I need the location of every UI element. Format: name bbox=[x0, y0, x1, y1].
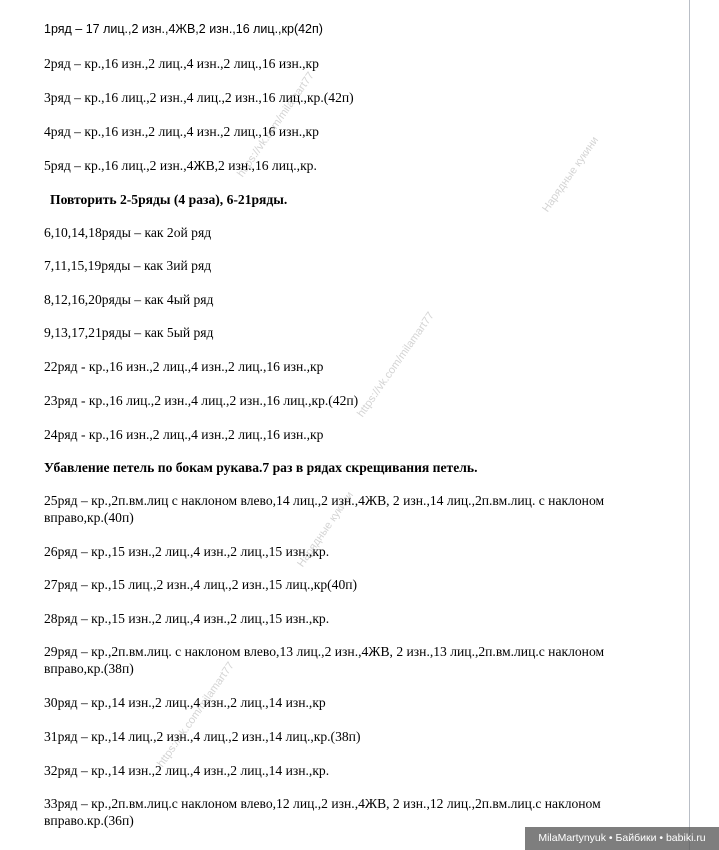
credit-watermark: MilaMartynyuk • Байбики • babiki.ru bbox=[525, 827, 719, 850]
pattern-row-24: 24ряд - кр.,16 изн.,2 лиц.,4 изн.,2 лиц.,16 изн.,кр bbox=[44, 427, 324, 442]
pattern-row-25: 25ряд – кр.,2п.вм.лиц с наклоном влево,14 лиц.,2 изн.,4ЖВ, 2 изн.,14 лиц.,2п.вм.лиц. с наклоном вправо,кр.(40п) bbox=[44, 493, 605, 525]
repeat-instruction: Повторить 2-5ряды (4 раза), 6-21ряды. bbox=[50, 192, 288, 207]
rows-9-13-17-21: 9,13,17,21ряды – как 5ый ряд bbox=[44, 325, 214, 340]
pattern-row-31: 31ряд – кр.,14 лиц.,2 изн.,4 лиц.,2 изн.,14 лиц.,кр.(38п) bbox=[44, 729, 361, 744]
watermark-url: https://vk.com/milamart77 bbox=[155, 659, 237, 770]
pattern-row-32: 32ряд – кр.,14 изн.,2 лиц.,4 изн.,2 лиц.,14 изн.,кр. bbox=[44, 763, 330, 778]
watermark-url: https://vk.com/milamart77 bbox=[235, 69, 317, 180]
rows-6-10-14-18: 6,10,14,18ряды – как 2ой ряд bbox=[44, 225, 212, 240]
rows-8-12-16-20: 8,12,16,20ряды – как 4ый ряд bbox=[44, 292, 214, 307]
watermark-site: Нарядные кукини bbox=[540, 134, 602, 215]
pattern-row-26: 26ряд – кр.,15 изн.,2 лиц.,4 изн.,2 лиц.,15 изн.,кр. bbox=[44, 544, 330, 559]
pattern-row-33: 33ряд – кр.,2п.вм.лиц.с наклоном влево,12 лиц.,2 изн.,4ЖВ, 2 изн.,12 лиц.,2п.вм.лиц.с наклоном вправо.кр.(36п) bbox=[44, 796, 601, 828]
rows-7-11-15-19: 7,11,15,19ряды – как 3ий ряд bbox=[44, 258, 212, 273]
pattern-row-23: 23ряд - кр.,16 лиц.,2 изн.,4 лиц.,2 изн.,16 лиц.,кр.(42п) bbox=[44, 393, 359, 408]
pattern-row-22: 22ряд - кр.,16 изн.,2 лиц.,4 изн.,2 лиц.,16 изн.,кр bbox=[44, 359, 324, 374]
pattern-row-2: 2ряд – кр.,16 изн.,2 лиц.,4 изн.,2 лиц.,16 изн.,кр bbox=[44, 56, 319, 71]
pattern-row-5: 5ряд – кр.,16 лиц.,2 изн.,4ЖВ,2 изн.,16 лиц.,кр. bbox=[44, 158, 317, 173]
pattern-row-4: 4ряд – кр.,16 изн.,2 лиц.,4 изн.,2 лиц.,16 изн.,кр bbox=[44, 124, 319, 139]
watermark-url: https://vk.com/milamart77 bbox=[355, 309, 437, 420]
pattern-row-1: 1ряд – 17 лиц.,2 изн.,4ЖВ,2 изн.,16 лиц.,кр(42п) bbox=[44, 22, 323, 36]
pattern-row-29: 29ряд – кр.,2п.вм.лиц. с наклоном влево,13 лиц.,2 изн.,4ЖВ, 2 изн.,13 лиц.,2п.вм.лиц.с наклоном вправо,кр.(38п) bbox=[44, 644, 605, 676]
watermark-site: Нарядные кукини bbox=[295, 489, 357, 570]
pattern-row-27: 27ряд – кр.,15 лиц.,2 изн.,4 лиц.,2 изн.,15 лиц.,кр(40п) bbox=[44, 577, 358, 592]
pattern-row-28: 28ряд – кр.,15 изн.,2 лиц.,4 изн.,2 лиц.,15 изн.,кр. bbox=[44, 611, 330, 626]
pattern-row-3: 3ряд – кр.,16 лиц.,2 изн.,4 лиц.,2 изн.,16 лиц.,кр.(42п) bbox=[44, 90, 354, 105]
decrease-heading: Убавление петель по бокам рукава.7 раз в рядах скрещивания петель. bbox=[44, 460, 478, 475]
pattern-row-30: 30ряд – кр.,14 изн.,2 лиц.,4 изн.,2 лиц.,14 изн.,кр bbox=[44, 695, 326, 710]
